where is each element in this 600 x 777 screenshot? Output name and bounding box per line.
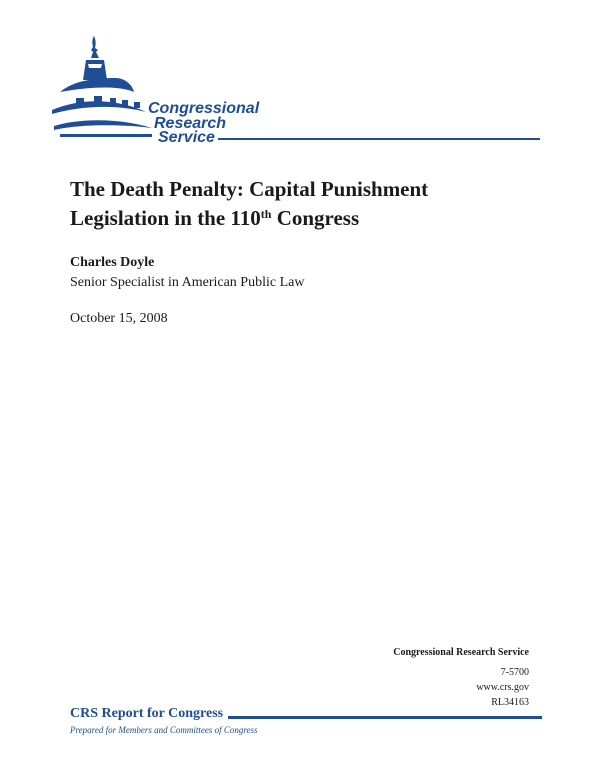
publisher-phone: 7-5700 [500,667,529,678]
publisher-info [393,645,529,710]
report-number: RL34163 [491,697,529,708]
title-line-2-suffix: Congress [271,206,360,230]
report-title [70,175,540,233]
author-name: Charles Doyle [70,255,155,270]
crs-logo [50,34,544,146]
footer-rule [228,716,542,719]
capitol-dome-icon [50,34,544,146]
logo-line-congressional: Congressional [148,100,260,117]
title-line-2-prefix: Legislation in the 110 [70,206,261,230]
publisher-website: www.crs.gov [476,682,529,693]
report-date: October 15, 2008 [70,311,168,326]
publisher-name: Congressional Research Service [393,647,529,658]
footer-label: CRS Report for Congress [70,706,224,721]
author-role: Senior Specialist in American Public Law [70,275,305,290]
footer-subtitle: Prepared for Members and Committees of Congress [70,725,258,735]
logo-line-research: Research [154,115,227,132]
logo-line-service: Service [158,129,215,146]
title-superscript: th [260,207,272,221]
title-line-1: The Death Penalty: Capital Punishment [70,177,429,201]
